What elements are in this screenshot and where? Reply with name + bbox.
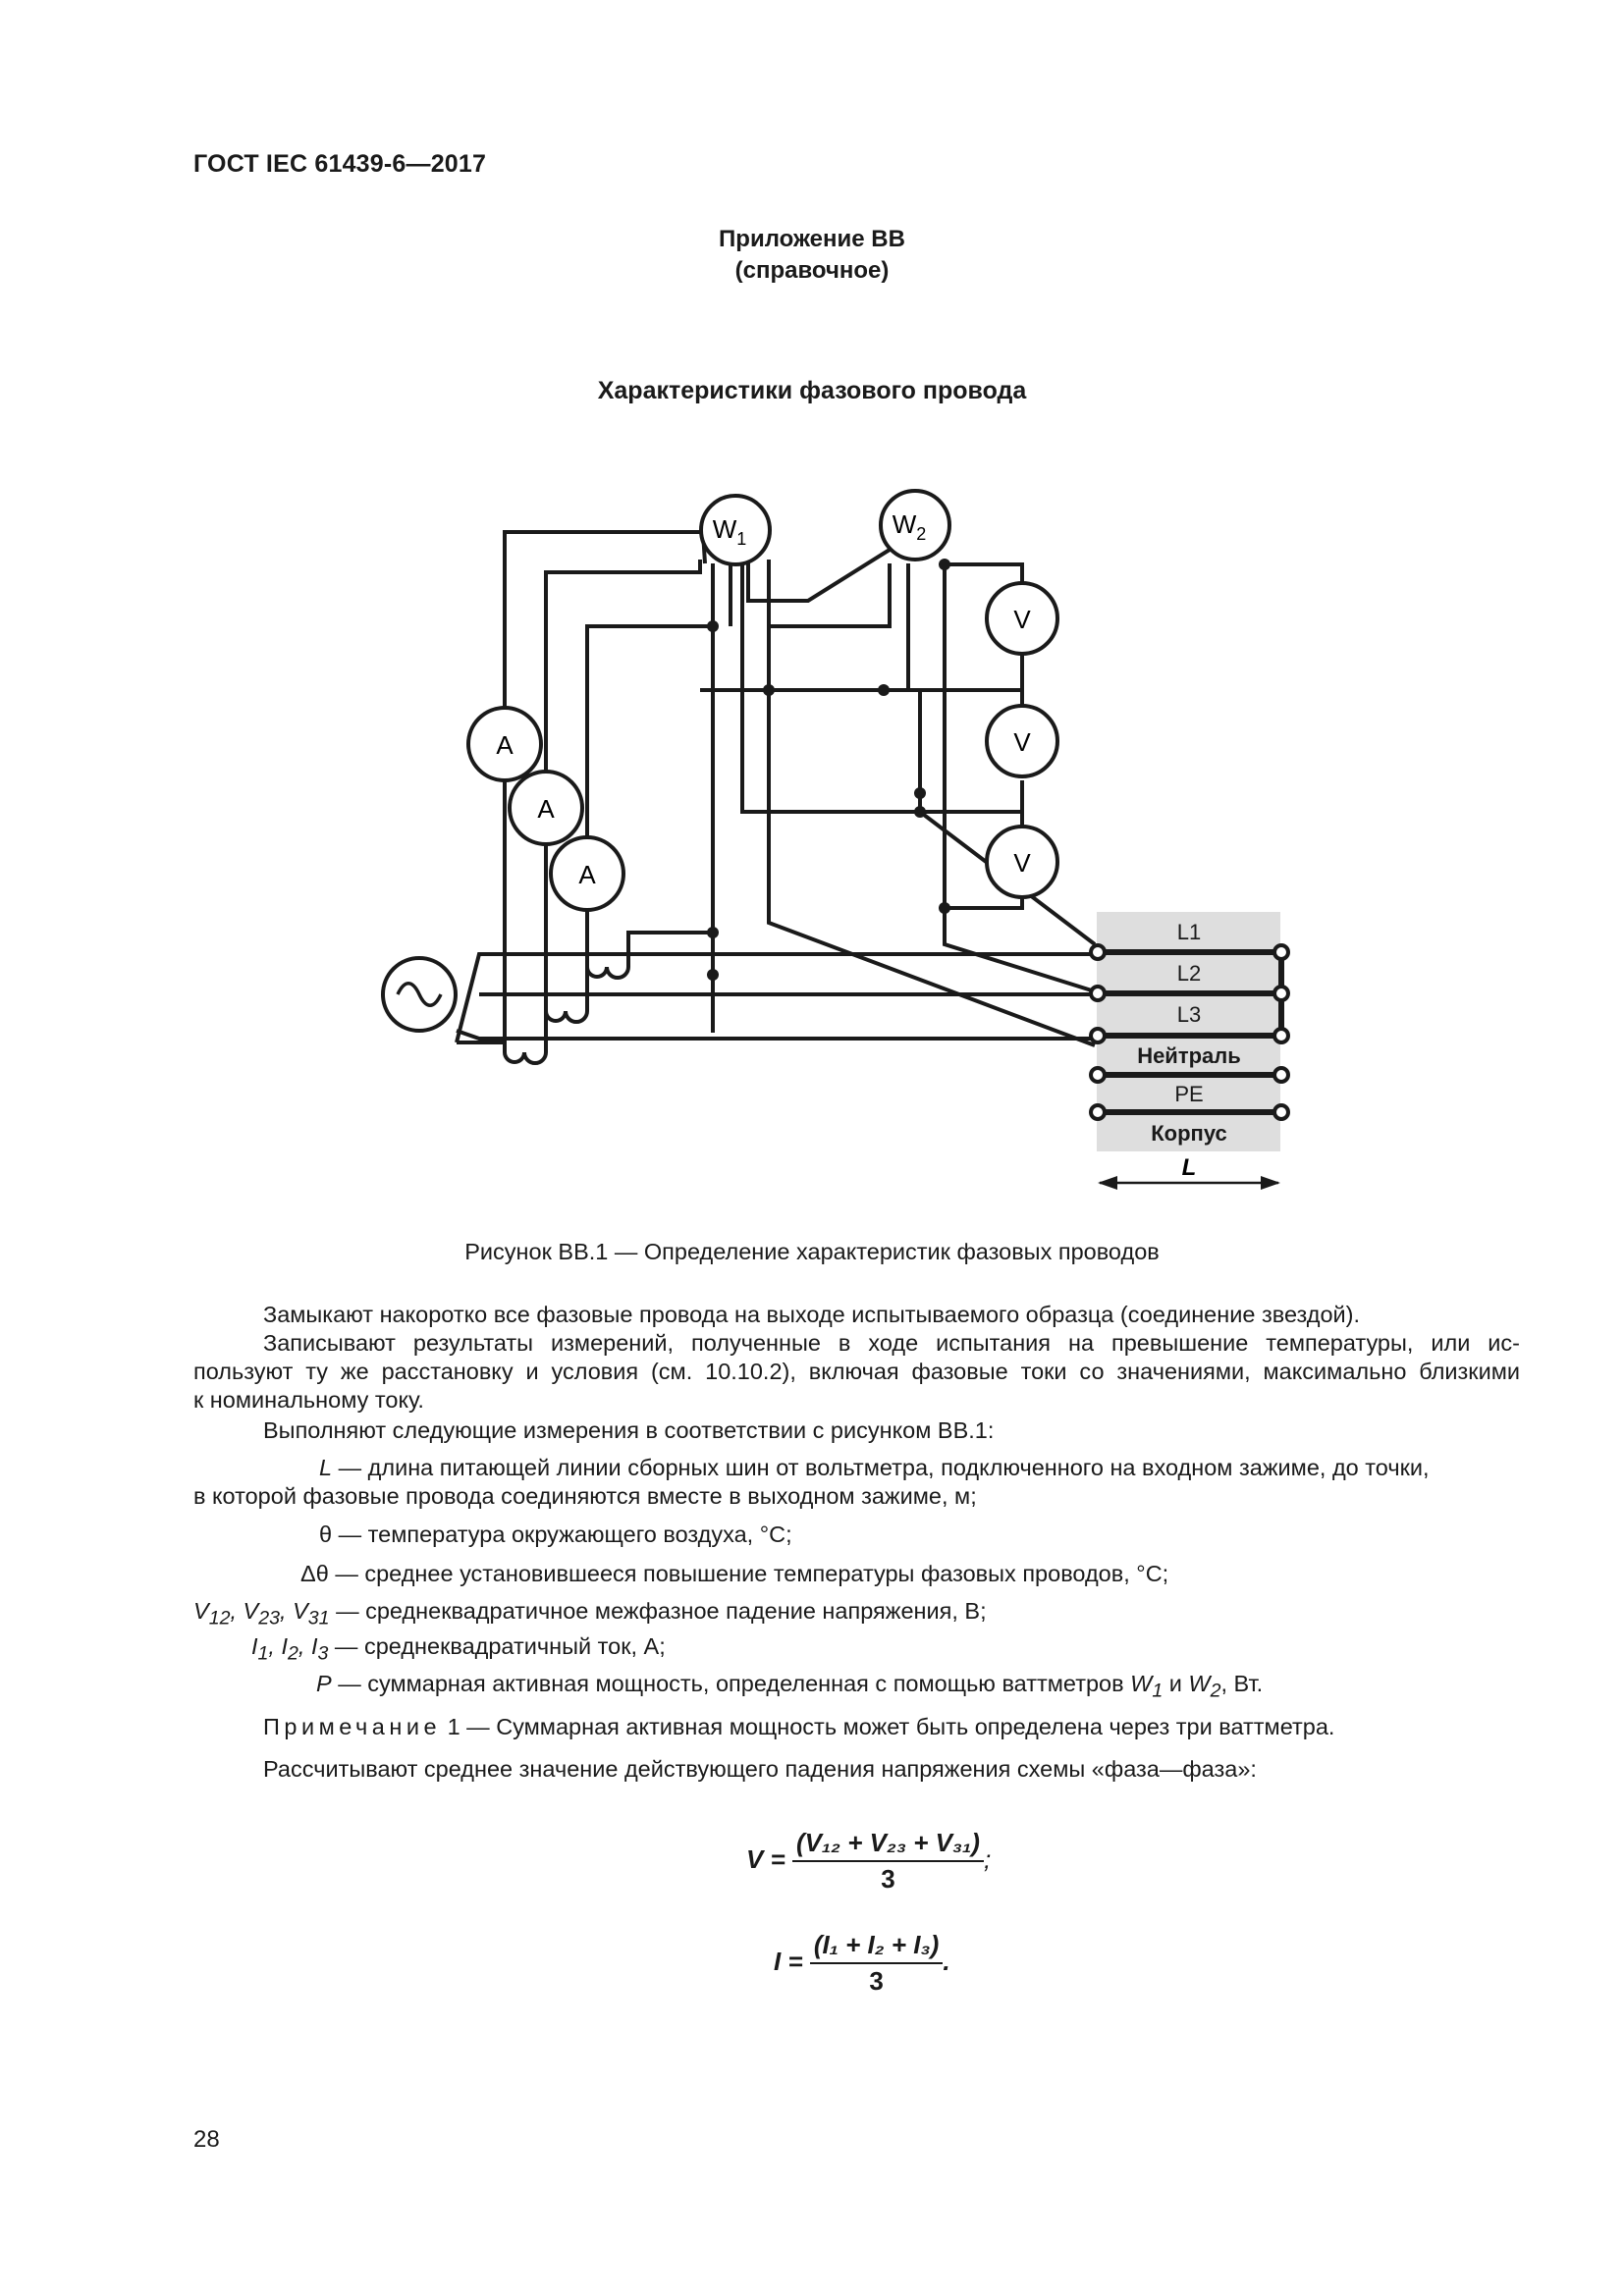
document-header: ГОСТ IEC 61439-6—2017 <box>193 150 487 178</box>
note-label: Примечание <box>263 1714 442 1739</box>
ammeter-label: A <box>537 794 555 824</box>
definition-length-cont: в которой фазовые провода соединяются вместе в выходном зажиме, м; <box>193 1483 977 1509</box>
wattmeter-w1 <box>701 496 770 564</box>
symbol-v12: $V_{12}$, $V_{23}$, $V_{31}$ <box>193 1598 330 1629</box>
appendix-subtitle: (справочное) <box>734 257 890 284</box>
paragraph-4: Рассчитывают среднее значение действующего падения напряжения схемы «фаза—фаза»: <box>263 1756 1257 1782</box>
wire-w2-left <box>768 563 890 626</box>
length-label: L <box>1181 1154 1197 1181</box>
svg-text:V: V <box>1013 605 1031 634</box>
definition-delta-theta-text: — среднее установившееся повышение температуры фазовых проводов, °C; <box>335 1561 1169 1586</box>
definition-current <box>251 1633 666 1666</box>
paragraph-2-line-3: к номинальному току. <box>193 1387 424 1413</box>
length-arrow <box>1098 1154 1280 1190</box>
ammeter-label: A <box>496 730 514 760</box>
busbar-l1-label: L1 <box>1176 920 1202 944</box>
wire-l1 <box>457 954 1095 1042</box>
wire-outer-loop <box>457 532 703 1042</box>
paragraph-2-line-2: пользуют ту же расстановку и условия (см. 10.10.2), включая фазовые токи со значениями, максимально близкими <box>193 1359 1520 1384</box>
symbol-L: L <box>319 1455 333 1480</box>
ac-source <box>383 958 456 1031</box>
symbol-theta: θ <box>319 1522 333 1547</box>
wattmeter-w2 <box>881 491 949 560</box>
busbar-pe-label: PE <box>1174 1082 1204 1106</box>
symbol-delta-theta: Δθ <box>300 1561 329 1586</box>
ammeter-2 <box>510 772 582 844</box>
voltmeter-1 <box>987 583 1057 654</box>
definition-power-text: — суммарная активная мощность, определенная с помощью ваттметров <box>338 1671 1124 1696</box>
definition-theta <box>319 1522 792 1548</box>
busbar-neutral-label: Нейтраль <box>1137 1043 1241 1068</box>
busbar-l3-label: L3 <box>1176 1002 1202 1027</box>
symbol-P: P <box>316 1671 332 1696</box>
note <box>263 1714 1334 1740</box>
definition-length-text: — длина питающей линии сборных шин от вольтметра, подключенного на входном зажиме, до точки, <box>338 1455 1430 1480</box>
definition-current-text: — среднеквадратичный ток, А; <box>334 1633 666 1659</box>
appendix-title: Приложение ВВ <box>719 226 905 252</box>
note-text: 1 — Суммарная активная мощность может быть определена через три ваттметра. <box>447 1714 1335 1739</box>
definition-voltage <box>193 1598 987 1630</box>
definition-power: P — суммарная активная мощность, определенная с помощью ваттметров $W_1$ и $W_2$, Вт. <box>316 1671 1264 1702</box>
figure-title: Характеристики фазового провода <box>597 377 1027 404</box>
wire-ct-1 <box>505 1022 546 1063</box>
paragraph-1: Замыкают накоротко все фазовые провода на выходе испытываемого образца (соединение звездой). <box>263 1302 1361 1327</box>
wire-l3 <box>457 1031 1095 1039</box>
busbar-l2-label: L2 <box>1176 961 1202 986</box>
paragraph-2-line-1: Записывают результаты измерений, полученные в ходе испытания на превышение температуры, или ис- <box>263 1330 1520 1356</box>
page-number: 28 <box>193 2126 220 2153</box>
svg-text:V: V <box>1013 727 1031 757</box>
definition-voltage-text: — среднеквадратичное межфазное падение напряжения, В; <box>336 1598 987 1624</box>
wire-v2-bottom <box>920 780 1022 812</box>
busbar-body-label: Корпус <box>1151 1121 1227 1146</box>
definition-length <box>319 1455 1520 1481</box>
formula-current: I = $\frac{\text{(I₁ + I₂ + I₃)}}{3}$ . <box>774 1930 950 1996</box>
svg-text:W1: $W_1$ <box>712 514 747 549</box>
svg-text:W2: $W_2$ <box>892 509 927 544</box>
voltmeter-3 <box>987 827 1057 897</box>
figure-caption: Рисунок ВВ.1 — Определение характеристик фазовых проводов <box>464 1239 1160 1264</box>
definition-theta-text: — температура окружающего воздуха, °C; <box>338 1522 792 1547</box>
ammeter-1 <box>468 708 541 780</box>
symbol-i123: $I_1$, $I_2$, $I_3$ <box>251 1633 329 1665</box>
ammeter-label: A <box>578 860 596 889</box>
paragraph-3: Выполняют следующие измерения в соответствии с рисунком ВВ.1: <box>263 1417 995 1443</box>
busbar-block <box>1091 912 1288 1151</box>
definition-delta-theta <box>300 1561 1168 1587</box>
wire-ct-3 <box>587 933 713 995</box>
svg-text:V: V <box>1013 848 1031 878</box>
wire-ct-2 <box>546 995 587 1022</box>
voltmeter-2 <box>987 706 1057 776</box>
formula-voltage: V = $\frac{\text{(V₁₂ + V₂₃ + V₃₁)}}{3}$ ; <box>746 1828 992 1894</box>
ammeter-3 <box>551 837 623 910</box>
